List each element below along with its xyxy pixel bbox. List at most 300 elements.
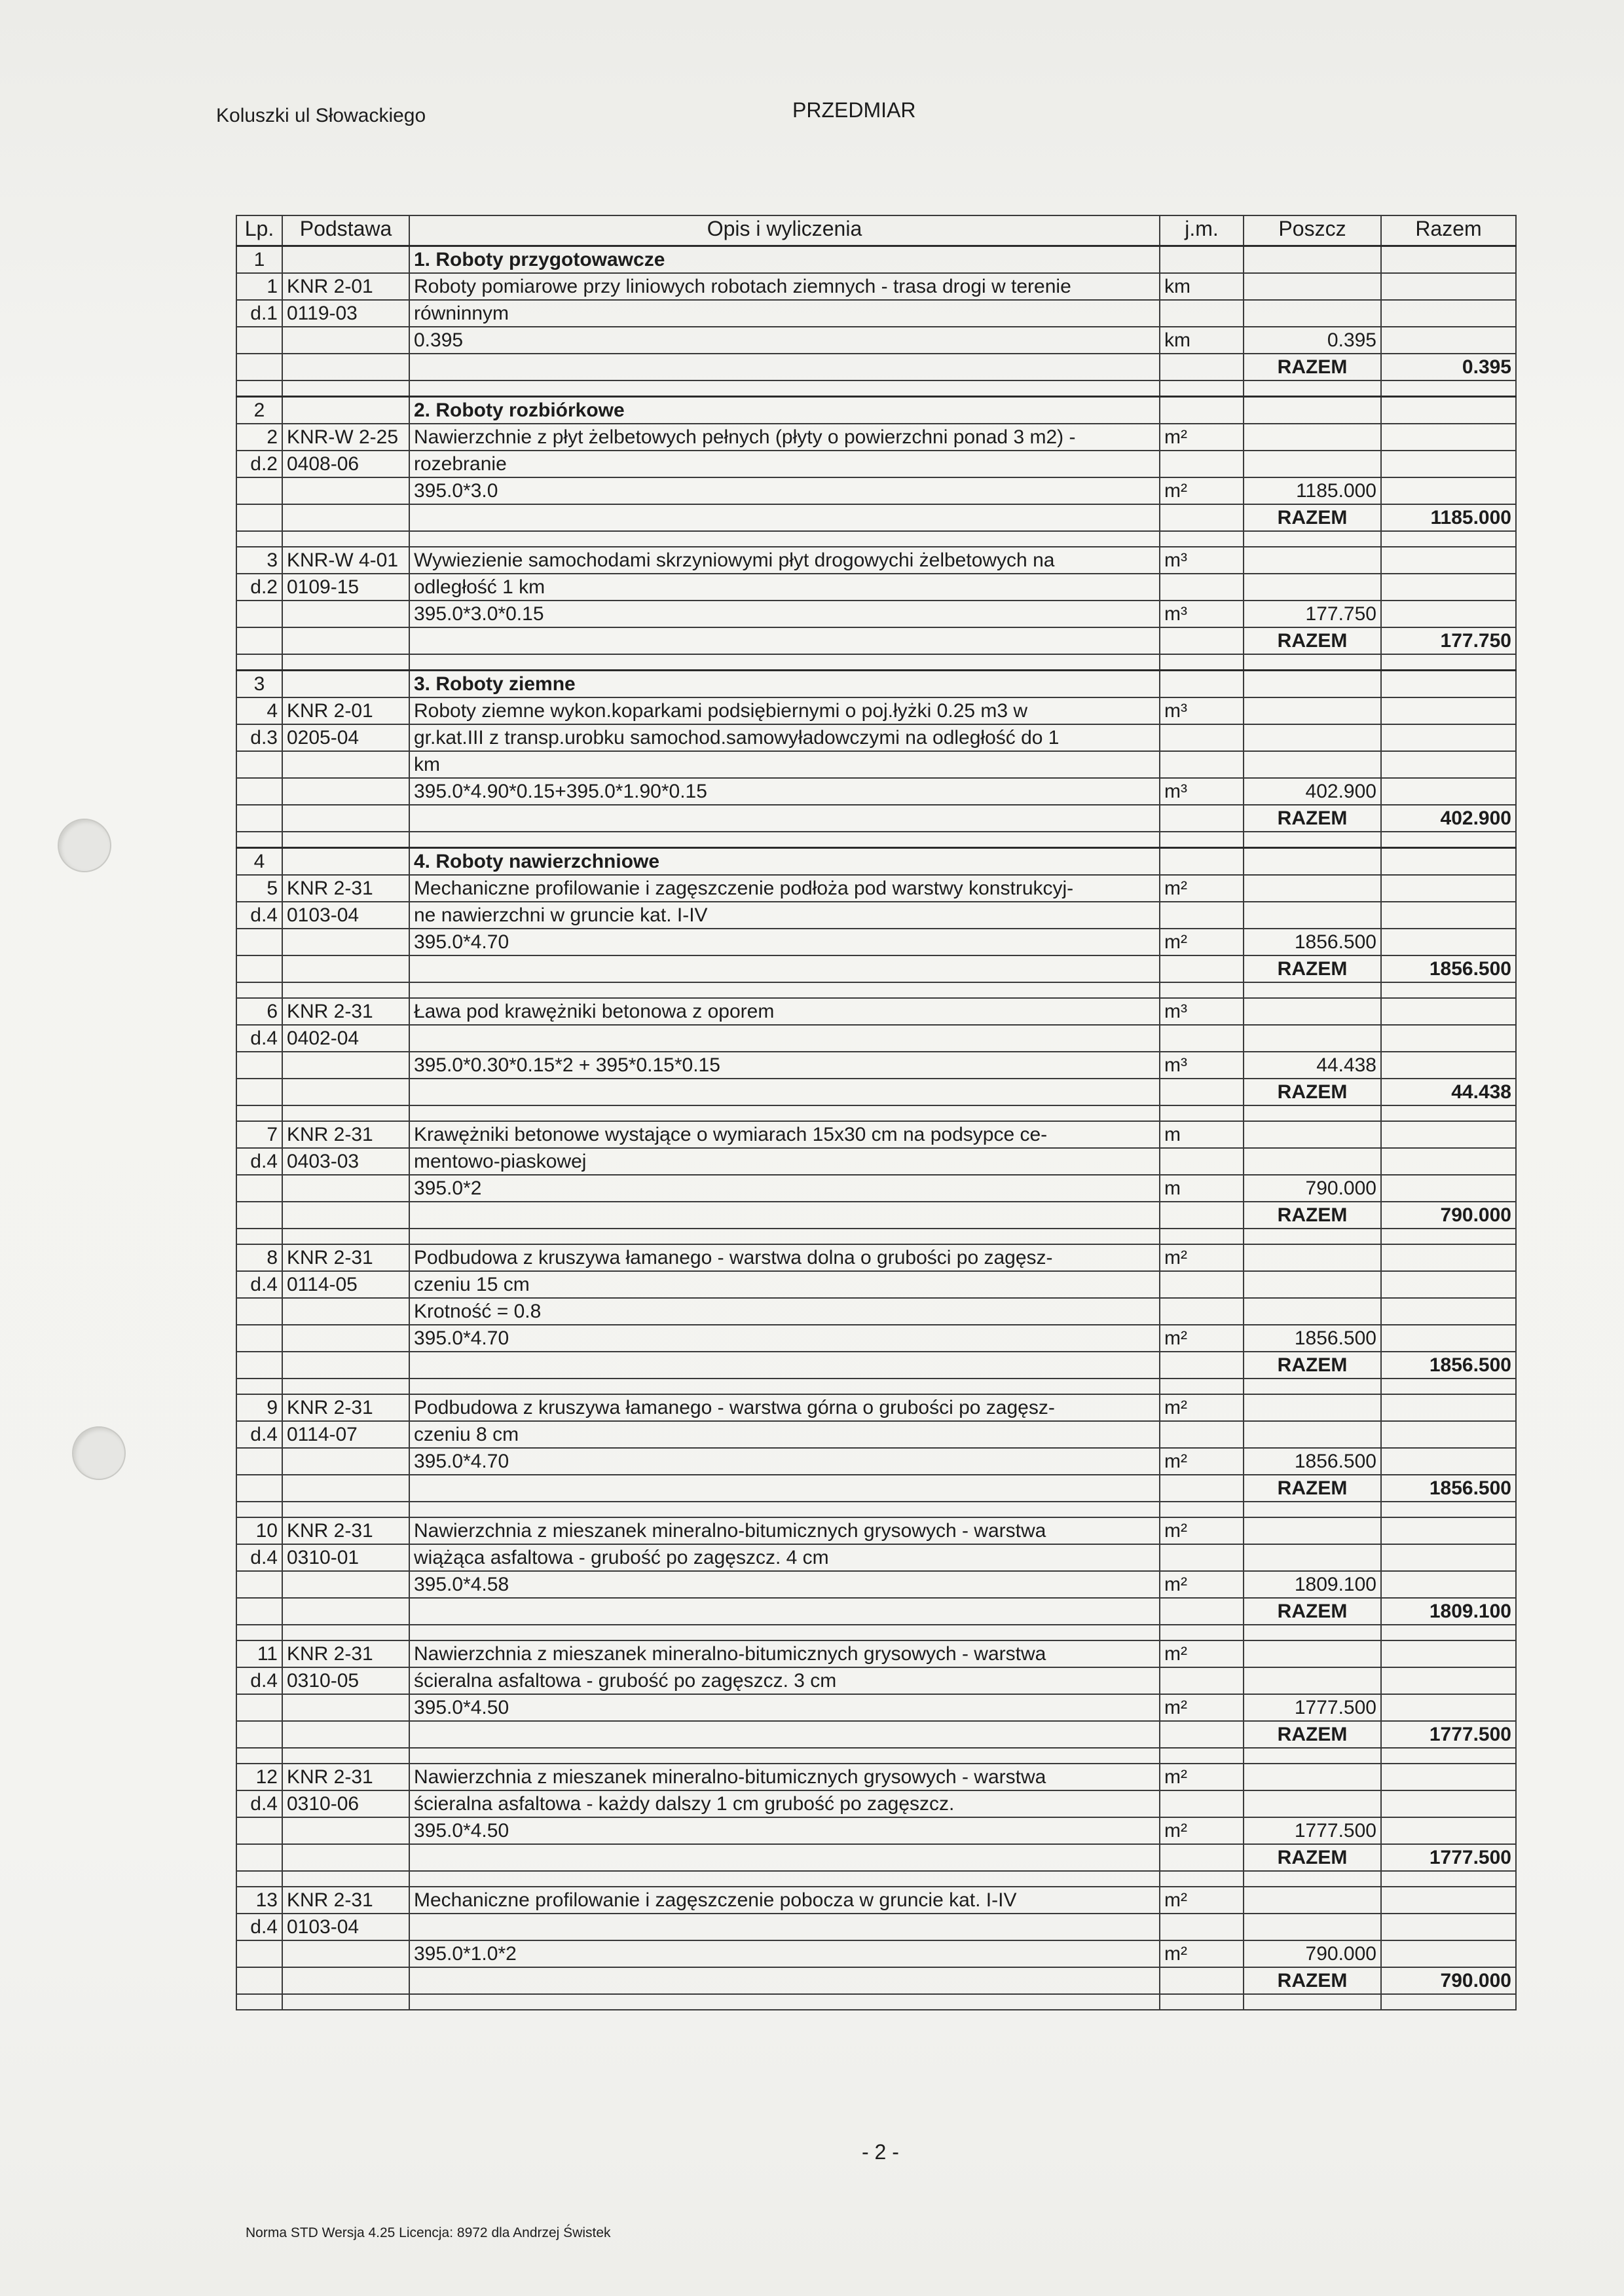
item-calculation: 395.0*4.50 [409,1694,1160,1721]
empty-cell [282,982,409,998]
item-calc-row [236,1571,1516,1598]
empty-cell [1160,671,1244,698]
empty-cell [1244,1887,1381,1914]
empty-cell [1381,1914,1516,1940]
item-calculation: 395.0*4.90*0.15+395.0*1.90*0.15 [409,778,1160,805]
item-poszcz-value: 0.395 [1244,327,1381,354]
item-razem-row [236,1967,1516,1994]
item-calculation: 395.0*2 [409,1175,1160,1202]
item-calc-row [236,1448,1516,1475]
empty-cell [236,982,282,998]
item-description-line: Nawierzchnia z mieszanek mineralno-bitumicznych grysowych - warstwa [409,1640,1160,1667]
empty-cell [1381,1940,1516,1967]
item-basis-position: 0103-04 [282,902,409,929]
item-razem-row [236,1475,1516,1502]
empty-cell [1244,1640,1381,1667]
empty-cell [282,380,409,397]
empty-cell [1381,574,1516,601]
empty-cell [236,1079,282,1105]
empty-cell [236,805,282,832]
empty-cell [282,654,409,671]
empty-cell [1244,1229,1381,1244]
empty-cell [1381,1871,1516,1887]
empty-cell [1244,1394,1381,1421]
przedmiar-table [236,215,1517,2010]
empty-cell [1244,875,1381,902]
empty-cell [1244,1421,1381,1448]
item-section-ref: d.4 [236,1790,282,1817]
empty-cell [282,1694,409,1721]
item-lp: 10 [236,1517,282,1544]
empty-cell [409,1721,1160,1748]
empty-cell [236,1748,282,1764]
empty-cell [1244,697,1381,724]
empty-cell [282,1967,409,1994]
empty-cell [282,832,409,848]
item-poszcz-value: 1856.500 [1244,929,1381,955]
empty-cell [1381,601,1516,627]
item-desc-row [236,1667,1516,1694]
col-header-podstawa: Podstawa [282,215,409,246]
empty-cell [1381,1421,1516,1448]
empty-cell [1381,1817,1516,1844]
empty-cell [236,1871,282,1887]
col-header-razem: Razem [1381,215,1516,246]
empty-cell [409,1871,1160,1887]
col-header-opis: Opis i wyliczenia [409,215,1160,246]
item-calculation: 395.0*4.70 [409,1448,1160,1475]
empty-cell [409,955,1160,982]
empty-cell [1160,1379,1244,1394]
empty-cell [1381,1175,1516,1202]
item-razem-value: 1856.500 [1381,955,1516,982]
spacer-row [236,1871,1516,1887]
item-basis-catalog: KNR 2-01 [282,273,409,300]
empty-cell [282,1940,409,1967]
empty-cell [1160,627,1244,654]
empty-cell [1160,1148,1244,1175]
item-razem-row [236,1721,1516,1748]
item-razem-row [236,1202,1516,1229]
empty-cell [1244,1379,1381,1394]
item-description-line: ścieralna asfaltowa - grubość po zagęszcz. 3 cm [409,1667,1160,1694]
item-poszcz-value: 44.438 [1244,1052,1381,1079]
empty-cell [1381,1571,1516,1598]
empty-cell [1160,451,1244,477]
item-basis-catalog: KNR 2-31 [282,1394,409,1421]
page-number: - 2 - [862,2140,899,2164]
empty-cell [1160,1994,1244,2010]
empty-cell [236,929,282,955]
item-calc-unit: m² [1160,929,1244,955]
item-section-ref: d.4 [236,1421,282,1448]
item-description-line: ne nawierzchni w gruncie kat. I-IV [409,902,1160,929]
empty-cell [236,1721,282,1748]
item-description-line: czeniu 8 cm [409,1421,1160,1448]
empty-cell [282,246,409,274]
empty-cell [409,531,1160,547]
empty-cell [409,1625,1160,1640]
item-calc-unit: m [1160,1175,1244,1202]
empty-cell [409,1844,1160,1871]
item-calc-unit: m² [1160,1571,1244,1598]
empty-cell [1244,848,1381,876]
empty-cell [1244,547,1381,574]
item-basis-position: 0119-03 [282,300,409,327]
empty-cell [236,354,282,380]
item-razem-value: 402.900 [1381,805,1516,832]
empty-cell [282,1052,409,1079]
item-desc-row [236,1764,1516,1790]
item-calculation: 395.0*4.70 [409,929,1160,955]
empty-cell [1160,902,1244,929]
item-calc-unit: m³ [1160,601,1244,627]
empty-cell [1244,1544,1381,1571]
empty-cell [1381,1625,1516,1640]
empty-cell [1244,1148,1381,1175]
item-description-line: Nawierzchnia z mieszanek mineralno-bitumicznych grysowych - warstwa [409,1764,1160,1790]
empty-cell [1160,300,1244,327]
section-number: 1 [236,246,282,274]
empty-cell [1381,654,1516,671]
empty-cell [1381,875,1516,902]
item-description-line: rozebranie [409,451,1160,477]
item-calculation: 395.0*4.70 [409,1325,1160,1352]
empty-cell [282,1229,409,1244]
empty-cell [1244,982,1381,998]
empty-cell [1244,1517,1381,1544]
item-razem-row [236,1352,1516,1379]
item-description-line: Nawierzchnia z mieszanek mineralno-bitumicznych grysowych - warstwa [409,1517,1160,1544]
empty-cell [1244,574,1381,601]
razem-label: RAZEM [1244,1475,1381,1502]
item-basis-catalog: KNR 2-31 [282,1121,409,1148]
item-desc-row [236,724,1516,751]
item-razem-row [236,1598,1516,1625]
item-unit: m [1160,1121,1244,1148]
item-desc-row [236,1517,1516,1544]
empty-cell [1244,1790,1381,1817]
empty-cell [282,805,409,832]
empty-cell [409,1352,1160,1379]
empty-cell [236,1202,282,1229]
item-poszcz-value: 1856.500 [1244,1448,1381,1475]
empty-cell [1381,902,1516,929]
empty-cell [1244,1748,1381,1764]
section-title: 4. Roboty nawierzchniowe [409,848,1160,876]
empty-cell [1381,1887,1516,1914]
item-basis-catalog: KNR 2-31 [282,1244,409,1271]
empty-cell [1160,1544,1244,1571]
item-poszcz-value: 1777.500 [1244,1694,1381,1721]
empty-cell [1381,1544,1516,1571]
item-desc-row [236,1914,1516,1940]
spacer-row [236,832,1516,848]
item-razem-value: 790.000 [1381,1967,1516,1994]
item-lp: 7 [236,1121,282,1148]
item-calc-row [236,1325,1516,1352]
empty-cell [409,1229,1160,1244]
empty-cell [236,1298,282,1325]
item-calc-row [236,1175,1516,1202]
empty-cell [1244,1625,1381,1640]
item-section-ref: d.4 [236,902,282,929]
item-calc-unit: m³ [1160,1052,1244,1079]
item-razem-value: 1185.000 [1381,504,1516,531]
empty-cell [236,1448,282,1475]
empty-cell [282,1817,409,1844]
section-row [236,397,1516,424]
empty-cell [1381,1694,1516,1721]
section-title: 2. Roboty rozbiórkowe [409,397,1160,424]
item-basis-catalog: KNR 2-31 [282,1640,409,1667]
empty-cell [282,1475,409,1502]
empty-cell [1244,671,1381,698]
empty-cell [282,1748,409,1764]
item-basis-position: 0205-04 [282,724,409,751]
empty-cell [1160,724,1244,751]
item-calculation: 395.0*3.0*0.15 [409,601,1160,627]
empty-cell [282,1625,409,1640]
empty-cell [1244,1764,1381,1790]
item-desc-row [236,1025,1516,1052]
empty-cell [1244,273,1381,300]
empty-cell [236,1994,282,2010]
empty-cell [236,1625,282,1640]
empty-cell [409,982,1160,998]
item-description-line: odległość 1 km [409,574,1160,601]
item-lp: 11 [236,1640,282,1667]
item-desc-row [236,1887,1516,1914]
item-section-ref: d.4 [236,1667,282,1694]
empty-cell [236,1229,282,1244]
item-desc-row [236,1298,1516,1325]
item-calc-row [236,1052,1516,1079]
empty-cell [1244,751,1381,778]
item-unit: m² [1160,875,1244,902]
empty-cell [1160,1079,1244,1105]
empty-cell [1381,1790,1516,1817]
empty-cell [1160,1352,1244,1379]
item-calculation: 0.395 [409,327,1160,354]
empty-cell [1381,531,1516,547]
empty-cell [282,531,409,547]
item-razem-row [236,1844,1516,1871]
item-unit: km [1160,273,1244,300]
empty-cell [1244,380,1381,397]
item-razem-value: 1856.500 [1381,1475,1516,1502]
empty-cell [1244,1914,1381,1940]
section-title: 1. Roboty przygotowawcze [409,246,1160,274]
item-lp: 3 [236,547,282,574]
item-calc-unit: km [1160,327,1244,354]
item-section-ref: d.4 [236,1025,282,1052]
item-unit: m² [1160,424,1244,451]
empty-cell [1244,451,1381,477]
item-calculation: 395.0*4.50 [409,1817,1160,1844]
empty-cell [1160,848,1244,876]
item-description-line: km [409,751,1160,778]
empty-cell [236,1379,282,1394]
item-desc-row [236,547,1516,574]
empty-cell [1381,778,1516,805]
empty-cell [1381,1502,1516,1517]
empty-cell [1381,998,1516,1025]
spacer-row [236,1229,1516,1244]
empty-cell [282,1871,409,1887]
empty-cell [282,1844,409,1871]
razem-label: RAZEM [1244,805,1381,832]
item-lp: 9 [236,1394,282,1421]
section-row [236,848,1516,876]
spacer-row [236,380,1516,397]
license-footer: Norma STD Wersja 4.25 Licencja: 8972 dla Andrzej Świstek [246,2225,611,2240]
empty-cell [409,805,1160,832]
empty-cell [282,671,409,698]
empty-cell [1381,1764,1516,1790]
empty-cell [1381,1244,1516,1271]
empty-cell [1381,724,1516,751]
empty-cell [1381,1025,1516,1052]
item-calc-unit: m² [1160,1694,1244,1721]
empty-cell [282,1352,409,1379]
empty-cell [1244,902,1381,929]
item-description-line: Podbudowa z kruszywa łamanego - warstwa górna o grubości po zagęsz- [409,1394,1160,1421]
item-section-ref: d.2 [236,574,282,601]
item-basis-position: 0114-07 [282,1421,409,1448]
item-calc-unit: m² [1160,1448,1244,1475]
empty-cell [236,601,282,627]
item-description-line: czeniu 15 cm [409,1271,1160,1298]
empty-cell [236,1694,282,1721]
empty-cell [236,1175,282,1202]
item-description-line: Ława pod krawężniki betonowa z oporem [409,998,1160,1025]
spacer-row [236,1502,1516,1517]
empty-cell [1160,1914,1244,1940]
item-desc-row [236,1244,1516,1271]
item-lp: 1 [236,273,282,300]
item-description-line: ścieralna asfaltowa - każdy dalszy 1 cm grubość po zagęszcz. [409,1790,1160,1817]
empty-cell [409,1598,1160,1625]
table-body [236,246,1516,2010]
empty-cell [1381,1271,1516,1298]
empty-cell [1160,354,1244,380]
item-basis-catalog: KNR 2-31 [282,1517,409,1544]
empty-cell [1244,1105,1381,1121]
item-razem-value: 1809.100 [1381,1598,1516,1625]
item-poszcz-value: 790.000 [1244,1940,1381,1967]
item-basis-position: 0109-15 [282,574,409,601]
razem-label: RAZEM [1244,955,1381,982]
item-description-line: gr.kat.III z transp.urobku samochod.samowyładowczymi na odległość do 1 [409,724,1160,751]
item-poszcz-value: 1856.500 [1244,1325,1381,1352]
item-desc-row [236,751,1516,778]
item-description-line: Krawężniki betonowe wystające o wymiarach 15x30 cm na podsypce ce- [409,1121,1160,1148]
empty-cell [282,477,409,504]
item-razem-value: 790.000 [1381,1202,1516,1229]
empty-cell [282,397,409,424]
empty-cell [409,832,1160,848]
item-razem-value: 1777.500 [1381,1721,1516,1748]
empty-cell [282,1571,409,1598]
item-razem-row [236,504,1516,531]
empty-cell [1381,1121,1516,1148]
empty-cell [409,504,1160,531]
empty-cell [282,848,409,876]
empty-cell [1244,1994,1381,2010]
item-lp: 12 [236,1764,282,1790]
empty-cell [1160,654,1244,671]
empty-cell [282,504,409,531]
item-calc-row [236,477,1516,504]
item-description-line: Roboty pomiarowe przy liniowych robotach ziemnych - trasa drogi w terenie [409,273,1160,300]
empty-cell [1160,1229,1244,1244]
empty-cell [1381,1298,1516,1325]
empty-cell [1381,1325,1516,1352]
empty-cell [1381,1517,1516,1544]
item-calculation: 395.0*3.0 [409,477,1160,504]
empty-cell [1381,1148,1516,1175]
item-calculation: 395.0*1.0*2 [409,1940,1160,1967]
item-description-line: mentowo-piaskowej [409,1148,1160,1175]
item-calc-row [236,929,1516,955]
item-description-line: równinnym [409,300,1160,327]
empty-cell [282,1502,409,1517]
empty-cell [236,1325,282,1352]
empty-cell [1244,397,1381,424]
item-desc-row [236,1271,1516,1298]
empty-cell [1244,832,1381,848]
empty-cell [236,1940,282,1967]
item-desc-row [236,697,1516,724]
empty-cell [1160,1748,1244,1764]
empty-cell [1381,246,1516,274]
empty-cell [1381,1748,1516,1764]
empty-cell [1244,300,1381,327]
empty-cell [409,1105,1160,1121]
empty-cell [1244,998,1381,1025]
item-description-line: Roboty ziemne wykon.koparkami podsiębiernymi o poj.łyżki 0.25 m3 w [409,697,1160,724]
empty-cell [236,627,282,654]
spacer-row [236,1994,1516,2010]
item-unit: m³ [1160,547,1244,574]
razem-label: RAZEM [1244,1079,1381,1105]
empty-cell [1381,327,1516,354]
item-desc-row [236,1640,1516,1667]
empty-cell [1244,1298,1381,1325]
razem-label: RAZEM [1244,1967,1381,1994]
empty-cell [409,1079,1160,1105]
item-unit: m² [1160,1887,1244,1914]
col-header-jm: j.m. [1160,215,1244,246]
item-basis-position: 0114-05 [282,1271,409,1298]
empty-cell [1244,1271,1381,1298]
empty-cell [236,327,282,354]
empty-cell [1244,531,1381,547]
item-poszcz-value: 1777.500 [1244,1817,1381,1844]
punch-hole-bottom [72,1426,126,1480]
item-calc-row [236,1817,1516,1844]
empty-cell [409,1967,1160,1994]
item-description-line: Wywiezienie samochodami skrzyniowymi płyt drogowychi żelbetowych na [409,547,1160,574]
item-razem-value: 177.750 [1381,627,1516,654]
item-desc-row [236,1790,1516,1817]
empty-cell [282,354,409,380]
item-calc-row [236,778,1516,805]
razem-label: RAZEM [1244,354,1381,380]
section-row [236,671,1516,698]
empty-cell [409,1748,1160,1764]
